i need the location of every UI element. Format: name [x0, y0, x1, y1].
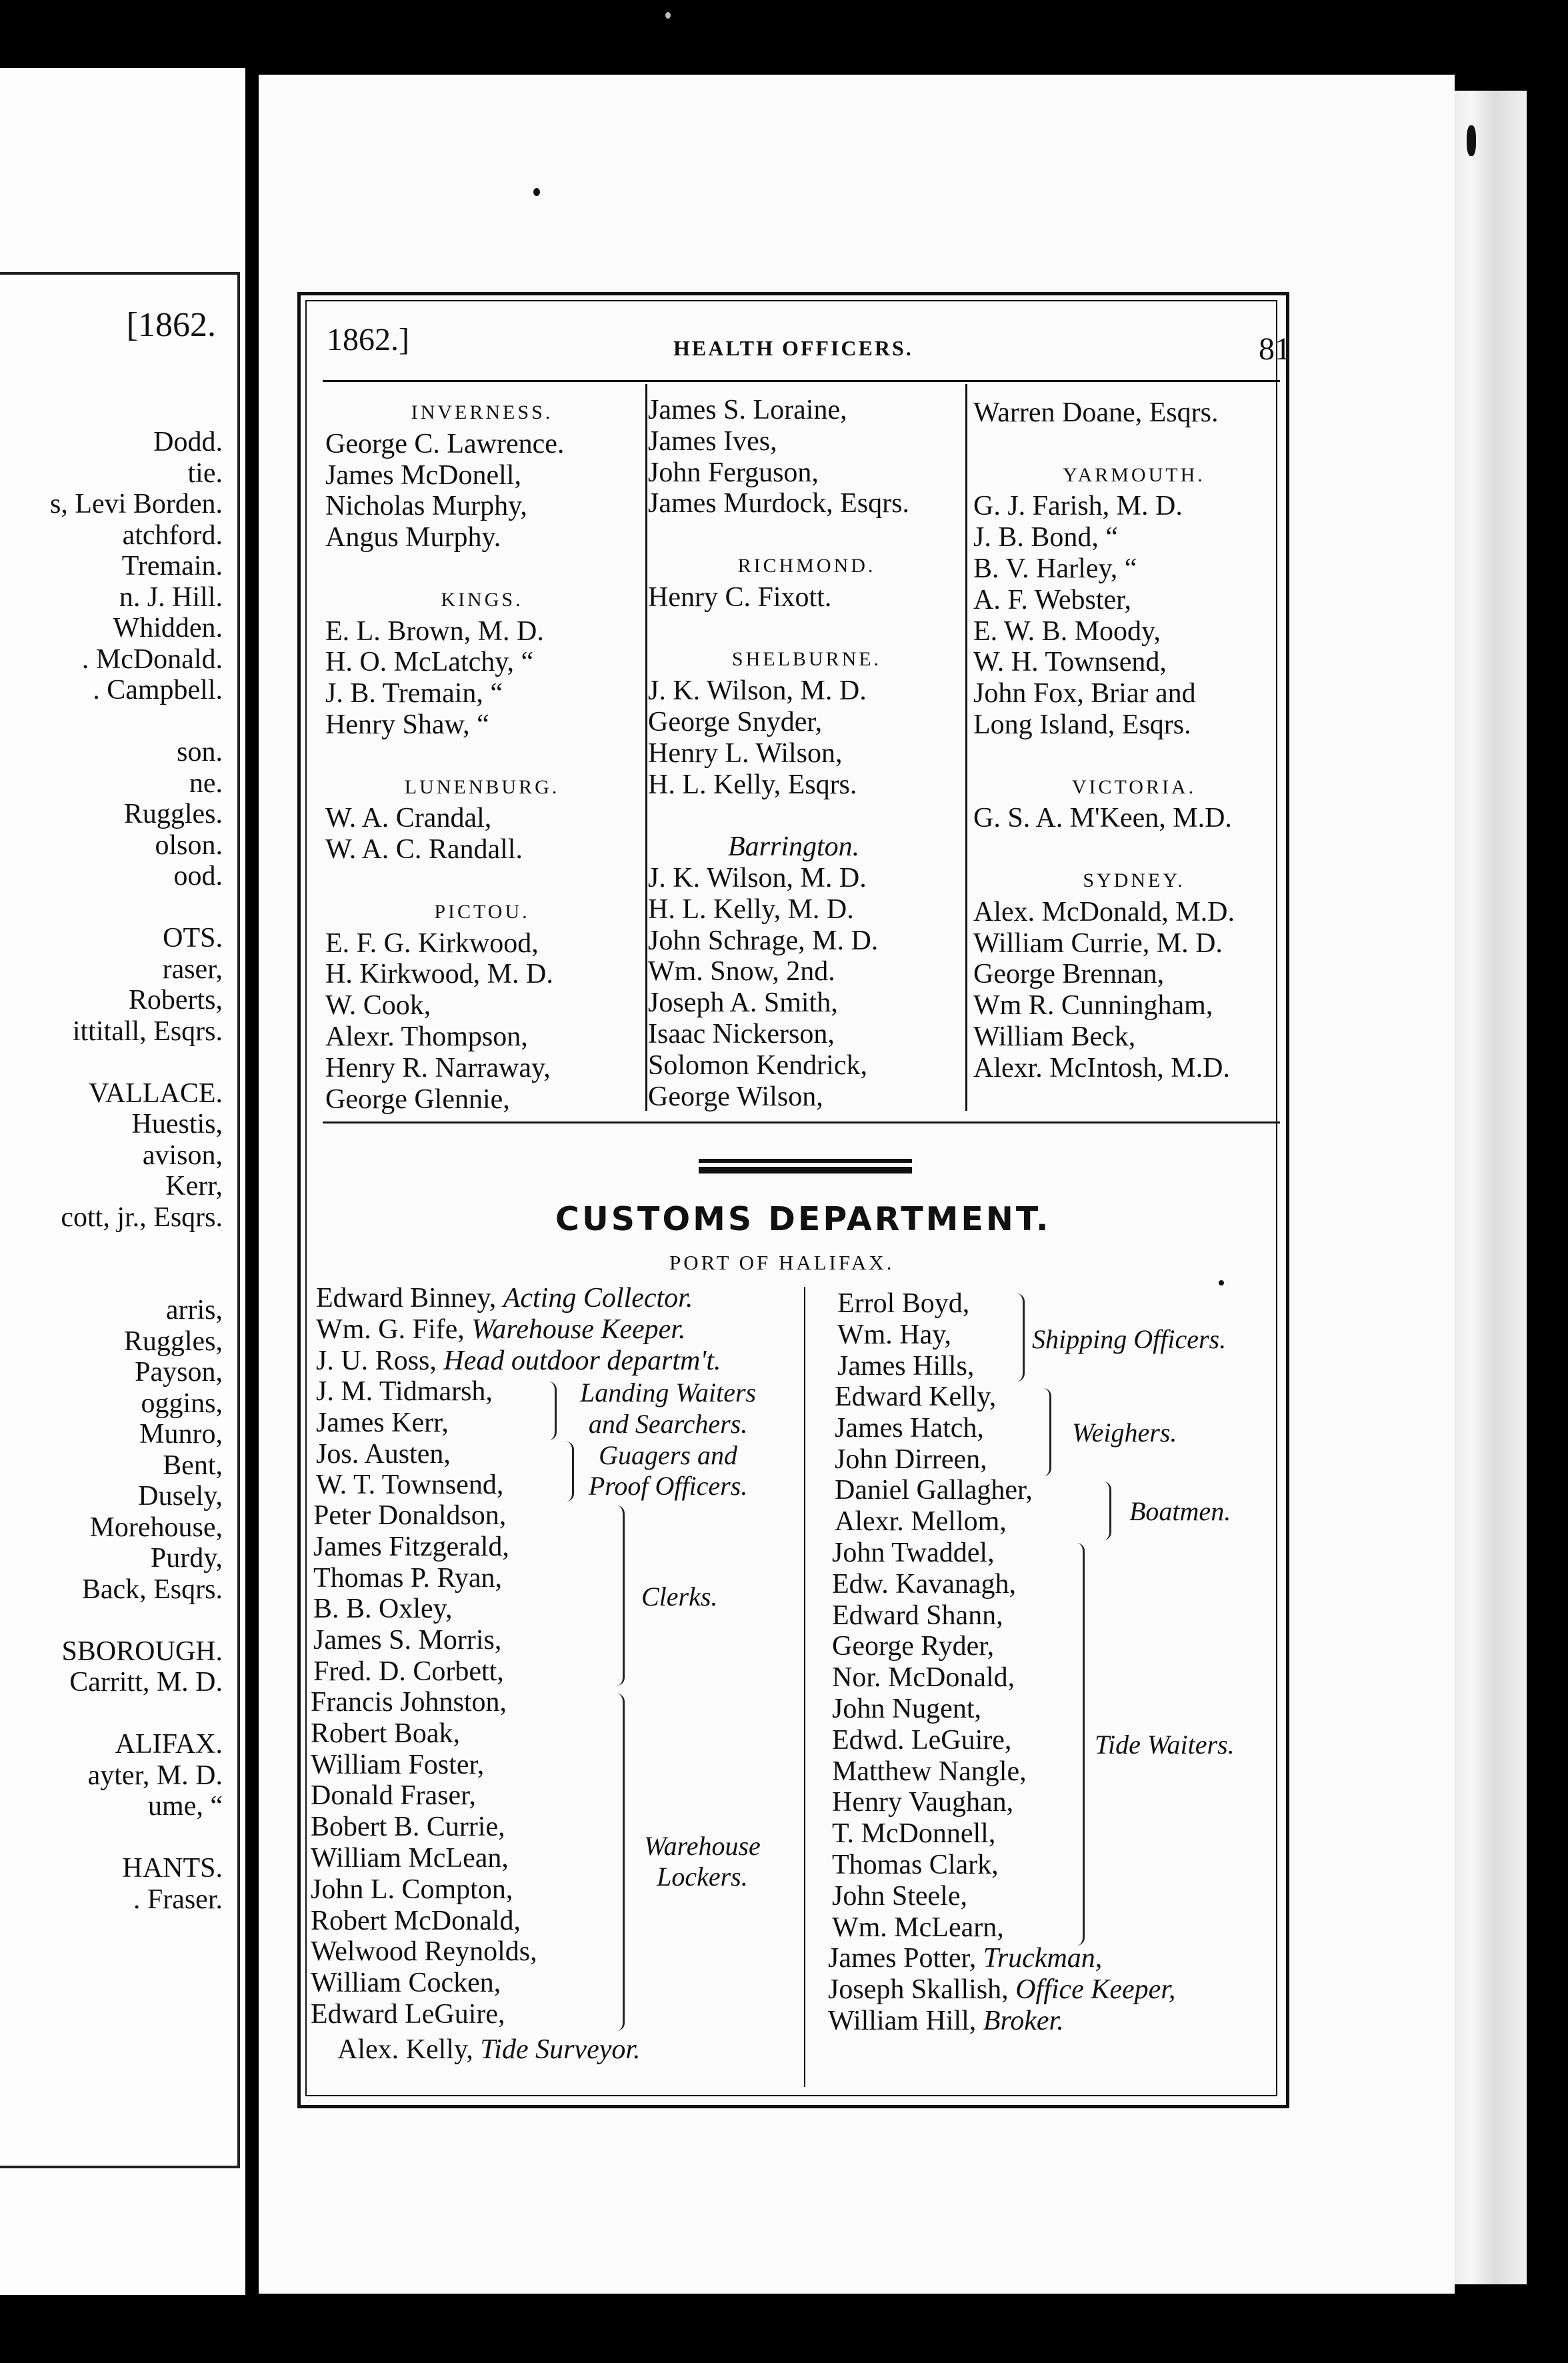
officer-name: George Glennie,: [325, 1083, 510, 1115]
left-page-line: Ruggles.: [123, 799, 223, 829]
officer-name: Donald Fraser,: [311, 1780, 476, 1812]
district-heading: LUNENBURG.: [404, 775, 560, 798]
spacer: [648, 613, 965, 645]
left-page-line: tie.: [187, 457, 223, 489]
officer-name: J. K. Wilson, M. D.: [648, 675, 867, 707]
decorative-bar-top: [699, 1159, 912, 1163]
officer-name: Edw. Kavanagh,: [832, 1568, 1017, 1600]
left-page-line: ne.: [189, 767, 223, 799]
officer-name: Alex. McDonald, M.D.: [973, 896, 1235, 927]
group-role-line: Guagers and: [599, 1440, 737, 1470]
officer-name: William Foster,: [311, 1749, 485, 1780]
ink-speck: [533, 188, 540, 196]
left-page-line: raser,: [162, 953, 223, 985]
officer-name: George Brennan,: [973, 959, 1165, 990]
section-subtitle: PORT OF HALIFAX.: [669, 1251, 895, 1274]
officer-name: H. L. Kelly, Esqrs.: [648, 769, 857, 800]
left-page-line: HANTS.: [122, 1853, 223, 1884]
officer-name: W. A. C. Randall.: [325, 834, 523, 865]
left-page-line: Purdy,: [150, 1543, 223, 1574]
left-page-line: son.: [177, 737, 223, 767]
officer-name: Robert McDonald,: [311, 1905, 521, 1936]
officer-name: Edward Binney,: [316, 1283, 497, 1314]
officer-name: H. O. McLatchy, “: [325, 647, 534, 678]
ink-speck: [1219, 1280, 1224, 1286]
officer-name: James Ives,: [648, 425, 777, 457]
spacer: [973, 834, 1295, 865]
lockers-brace: [613, 1694, 625, 2031]
officer-name: Bobert B. Currie,: [311, 1812, 505, 1843]
tide-waiters-brace: [1073, 1543, 1085, 1946]
officer-name: Isaac Nickerson,: [648, 1018, 835, 1049]
officer-name: John Steele,: [832, 1880, 967, 1912]
spacer: [325, 865, 639, 897]
officer-name: B. V. Harley, “: [973, 553, 1137, 584]
left-page-line: Ruggles,: [123, 1326, 223, 1357]
officer-name: Long Island, Esqrs.: [973, 709, 1191, 740]
officer-name: George Ryder,: [832, 1631, 995, 1662]
left-page-line: . McDonald.: [81, 643, 223, 675]
left-page-line: Dodd.: [153, 427, 223, 457]
left-page-line: Roberts,: [128, 985, 223, 1015]
officer-name: Alexr. Mellom,: [835, 1506, 1007, 1537]
brace: [545, 1382, 557, 1440]
spacer: [648, 800, 965, 831]
officer-name: Robert Boak,: [311, 1718, 460, 1749]
landing-waiters-roles: [580, 1378, 756, 1502]
left-page-line: Munro,: [139, 1419, 223, 1450]
group-label-line: Warehouse: [644, 1831, 761, 1861]
officer-name: Jos. Austen,: [316, 1438, 451, 1470]
officer-name: Nicholas Murphy,: [325, 491, 527, 522]
clerks-brace: [613, 1506, 625, 1686]
officer-name: Daniel Gallagher,: [835, 1475, 1033, 1506]
officer-name: William Hill,: [828, 2005, 977, 2036]
officer-name: Wm. Snow, 2nd.: [648, 956, 835, 987]
left-page-line: Kerr,: [165, 1171, 223, 1202]
officer-name: James McDonell,: [325, 459, 521, 491]
officer-name: John Dirreen,: [835, 1444, 987, 1475]
officer-name: William Beck,: [973, 1021, 1136, 1052]
officer-name: J. M. Tidmarsh,: [316, 1376, 493, 1407]
officer-name: Henry Vaughan,: [832, 1787, 1014, 1818]
left-page-line: ume, “: [148, 1791, 223, 1822]
officer-name: George Snyder,: [648, 706, 823, 737]
officer-name: Warren Doane, Esqrs.: [973, 397, 1219, 428]
officer-name: James Hatch,: [835, 1412, 984, 1444]
officer-name: James Potter,: [828, 1943, 977, 1974]
boatmen-brace: [1100, 1482, 1111, 1540]
officer-name: John Twaddel,: [832, 1538, 995, 1568]
running-header-year: 1862.]: [327, 322, 409, 357]
officer-name: George Wilson,: [648, 1081, 823, 1112]
officer-name: Edward Shann,: [832, 1600, 1003, 1631]
district-heading: SYDNEY.: [1083, 869, 1185, 891]
officer-name: William Cocken,: [311, 1968, 501, 1999]
district-heading: KINGS.: [441, 588, 523, 611]
section-end-rule: [323, 1121, 1280, 1123]
district-heading: VICTORIA.: [1071, 775, 1197, 798]
shipping-brace: [1013, 1294, 1025, 1382]
officer-name: A. F. Webster,: [973, 584, 1131, 615]
officer-name: J. B. Tremain, “: [325, 678, 503, 709]
officer-name: Henry R. Narraway,: [325, 1052, 551, 1083]
district-heading: YARMOUTH.: [1063, 463, 1205, 486]
officer-name: Alexr. McIntosh, M.D.: [973, 1052, 1230, 1083]
officer-name: John Ferguson,: [648, 457, 819, 488]
officer-role: Acting Collector.: [503, 1283, 693, 1314]
officer-role: Head outdoor departm't.: [443, 1345, 721, 1376]
officer-name: James Hills,: [837, 1350, 975, 1382]
officer-name: Edward LeGuire,: [311, 1998, 505, 2030]
officer-name: George C. Lawrence.: [325, 428, 565, 459]
officer-name: W. A. Crandal,: [325, 803, 492, 834]
group-label-line: Lockers.: [657, 1862, 748, 1892]
officer-name: T. McDonnell,: [832, 1818, 996, 1850]
officer-name: E. W. B. Moody,: [973, 615, 1161, 647]
running-header-title: HEALTH OFFICERS.: [673, 336, 913, 360]
spacer: [973, 429, 1295, 460]
left-page-line: oggins,: [141, 1388, 223, 1419]
officer-name: E. F. G. Kirkwood,: [325, 927, 539, 959]
spacer: [973, 741, 1295, 772]
left-page-line: Back, Esqrs.: [81, 1574, 223, 1605]
officer-entry: [828, 2006, 1175, 2037]
officer-name: Henry Shaw, “: [325, 709, 489, 740]
officer-name: G. J. Farish, M. D.: [973, 491, 1183, 522]
tide-surveyor-line: [337, 2034, 641, 2066]
left-page-line: ayter, M. D.: [87, 1760, 223, 1791]
boatmen-label: Boatmen.: [1129, 1496, 1231, 1526]
left-page-line: n. J. Hill.: [119, 581, 223, 613]
left-page-line: SBOROUGH.: [61, 1636, 223, 1667]
left-page-line: Whidden.: [113, 613, 223, 643]
customs-other-officers: [828, 1943, 1175, 2036]
officer-name: H. L. Kelly, M. D.: [648, 893, 854, 925]
district-heading: SHELBURNE.: [731, 648, 882, 671]
officer-name: W. Cook,: [325, 990, 431, 1021]
officer-name: J. K. Wilson, M. D.: [648, 862, 867, 893]
officer-role: Office Keeper,: [1015, 1974, 1176, 2005]
health-officers-column-2: [648, 395, 965, 1112]
officer-name: Edwd. LeGuire,: [832, 1724, 1012, 1756]
officer-name: Fred. D. Corbett,: [313, 1656, 504, 1687]
warehouse-lockers-label: [644, 1831, 761, 1892]
officer-name: Joseph Skallish,: [828, 1974, 1009, 2005]
left-page-line: Bent,: [163, 1450, 223, 1481]
officer-entry: [316, 1314, 721, 1346]
column-rule-1: [645, 384, 647, 1111]
officer-name: Thomas Clark,: [832, 1849, 999, 1880]
left-page-line: OTS.: [163, 923, 223, 953]
officer-name: Errol Boyd,: [837, 1288, 970, 1319]
officer-role: Broker.: [983, 2005, 1064, 2036]
officer-name: Matthew Nangle,: [832, 1756, 1027, 1787]
left-page-line: Tremain.: [121, 551, 223, 581]
left-page-line: Huestis,: [131, 1109, 223, 1139]
left-page-year: [1862.: [126, 306, 216, 344]
left-page-line: . Fraser.: [133, 1884, 223, 1915]
district-heading: RICHMOND.: [737, 554, 876, 577]
decorative-bar-bottom: [699, 1167, 912, 1173]
customs-column-rule: [804, 1287, 805, 2087]
officer-name: William McLean,: [311, 1842, 509, 1874]
left-page-line: arris,: [165, 1295, 223, 1326]
officer-role: Warehouse Keeper.: [471, 1314, 686, 1345]
shipping-officers-names: [837, 1288, 974, 1382]
officer-entry: [828, 1974, 1175, 2006]
spacer: [325, 741, 639, 772]
officer-name: James Kerr,: [316, 1407, 449, 1438]
left-page-line: VALLACE.: [88, 1077, 223, 1109]
officer-name: John Fox, Briar and: [973, 678, 1196, 709]
officer-name: Wm. G. Fife,: [316, 1314, 465, 1345]
officer-name: E. L. Brown, M. D.: [325, 615, 544, 647]
tide-waiters-names: [832, 1538, 1027, 1943]
column-rule-2: [965, 384, 967, 1111]
page-edge: [1447, 91, 1527, 2284]
left-page-line: Payson,: [135, 1357, 223, 1388]
officer-name: John L. Compton,: [311, 1874, 513, 1905]
officer-name: John Schrage, M. D.: [648, 925, 879, 956]
group-role-line: and Searchers.: [588, 1408, 748, 1439]
officer-name: Wm. McLearn,: [832, 1912, 1004, 1943]
left-page-line: Carritt, M. D.: [69, 1667, 223, 1698]
district-heading: INVERNESS.: [411, 401, 553, 423]
ink-speck: [1467, 125, 1476, 156]
brace: [563, 1442, 574, 1502]
officer-name: Francis Johnston,: [311, 1687, 507, 1718]
officer-name: Edward Kelly,: [835, 1382, 997, 1412]
officer-name: Wm. Hay,: [837, 1319, 952, 1350]
boatmen-names: [835, 1475, 1033, 1538]
group-role-line: Proof Officers.: [588, 1471, 748, 1502]
district-heading: PICTOU.: [434, 900, 530, 923]
left-page-line: avison,: [142, 1139, 223, 1171]
officer-name: Joseph A. Smith,: [648, 987, 838, 1019]
clerks-names: [313, 1500, 509, 1688]
tide-surveyor-role: Tide Surveyor.: [480, 2034, 641, 2065]
ink-speck: [665, 12, 671, 19]
health-officers-column-3: [973, 397, 1295, 1084]
sub-district-heading: Barrington.: [728, 831, 860, 863]
officer-name: Solomon Kendrick,: [648, 1049, 867, 1081]
officer-name: James Murdock, Esqrs.: [648, 488, 909, 519]
shipping-officers-label: Shipping Officers.: [1032, 1324, 1227, 1354]
officer-name: J. U. Ross,: [316, 1345, 437, 1376]
landing-waiters-names: [316, 1376, 503, 1501]
spacer: [648, 519, 965, 551]
officer-name: W. T. Townsend,: [316, 1470, 504, 1501]
officer-name: Thomas P. Ryan,: [313, 1562, 502, 1594]
weighers-label: Weighers.: [1072, 1418, 1177, 1448]
officer-name: Henry C. Fixott.: [648, 581, 832, 613]
officer-name: Angus Murphy.: [325, 522, 501, 553]
left-page-line: olson.: [155, 829, 223, 861]
tide-waiters-label: Tide Waiters.: [1095, 1730, 1235, 1760]
left-page-line: s, Levi Borden.: [50, 489, 223, 519]
left-page-line: ittitall, Esqrs.: [72, 1015, 223, 1047]
officer-name: G. S. A. M'Keen, M.D.: [973, 803, 1232, 834]
group-role-line: Landing Waiters: [580, 1378, 757, 1408]
tide-surveyor-name: Alex. Kelly,: [337, 2034, 473, 2065]
officer-name: William Currie, M. D.: [973, 927, 1223, 959]
officer-name: Alexr. Thompson,: [325, 1021, 528, 1052]
officer-name: B. B. Oxley,: [313, 1594, 453, 1625]
officer-role: Truckman,: [983, 1943, 1103, 1974]
officer-entry: [316, 1283, 721, 1314]
left-page-line: cott, jr., Esqrs.: [61, 1202, 223, 1233]
left-page-line: ood.: [173, 861, 223, 891]
officer-name: Nor. McDonald,: [832, 1662, 1015, 1694]
weighers-names: [835, 1382, 996, 1475]
officer-name: Wm R. Cunningham,: [973, 990, 1213, 1021]
officer-name: Henry L. Wilson,: [648, 737, 843, 769]
officer-name: James S. Morris,: [313, 1625, 502, 1656]
page-number: 81: [1259, 331, 1291, 367]
spacer: [325, 553, 639, 585]
officer-name: J. B. Bond, “: [973, 522, 1119, 553]
officer-name: James Fitzgerald,: [313, 1531, 509, 1562]
officer-name: W. H. Townsend,: [973, 647, 1167, 678]
officer-name: Peter Donaldson,: [313, 1500, 507, 1531]
left-page-line: . Campbell.: [93, 675, 223, 705]
warehouse-lockers-names: [311, 1687, 537, 2030]
left-page-line: Dusely,: [138, 1481, 223, 1512]
officer-entry: [316, 1346, 721, 1377]
left-page-line: Morehouse,: [89, 1512, 223, 1543]
officer-entry: [828, 1943, 1175, 1974]
officer-name: H. Kirkwood, M. D.: [325, 959, 553, 990]
officer-name: James S. Loraine,: [648, 395, 847, 425]
health-officers-column-1: [325, 397, 639, 1115]
header-rule: [323, 380, 1280, 382]
left-page-line: atchford.: [122, 519, 223, 551]
left-page-line: ALIFAX.: [115, 1729, 223, 1760]
clerks-label: Clerks.: [641, 1582, 718, 1612]
left-page: [0, 68, 245, 2295]
weighers-brace: [1040, 1388, 1051, 1476]
officer-name: Welwood Reynolds,: [311, 1936, 537, 1968]
customs-officers-list: [316, 1283, 721, 1376]
officer-name: John Nugent,: [832, 1693, 981, 1724]
section-title: CUSTOMS DEPARTMENT.: [555, 1200, 1051, 1238]
